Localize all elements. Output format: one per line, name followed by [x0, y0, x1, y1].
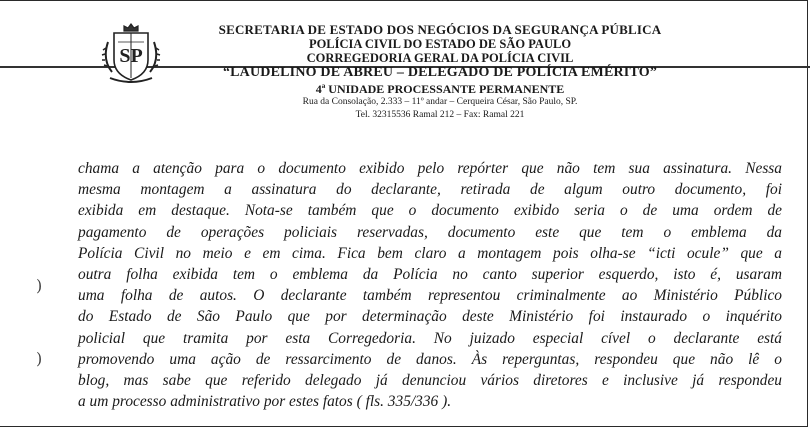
- letterhead-corregedoria: CORREGEDORIA GERAL DA POLÍCIA CIVIL: [306, 51, 574, 65]
- body-line: exibida em destaque. Nota-se também que o documento exibido seria o de uma ordem de: [78, 202, 782, 220]
- body-line: chama a atenção para o documento exibido pelo repórter que não tem sua assinatura. Nessa: [78, 160, 782, 177]
- body-line: promovendo uma ação de ressarcimento de danos. Às reperguntas, respondeu que não lê o: [78, 350, 782, 368]
- sao-paulo-coat-of-arms-icon: [100, 20, 162, 86]
- body-line: uma folha de autos. O declarante também representou criminalmente ao Ministério Público: [78, 287, 782, 305]
- margin-mark: ): [36, 276, 43, 295]
- body-line: outra folha exibida tem o emblema da Polícia no canto superior esquerdo, isto é, usaram: [78, 266, 782, 284]
- document-body: [78, 158, 782, 412]
- letterhead: [160, 22, 720, 122]
- body-line: a um processo administrativo por estes fatos ( fls. 335/336 ).: [78, 393, 452, 411]
- body-line: Polícia Civil no meio e em cima. Fica bem claro a montagem pois olha-se “icti ocule” que a: [78, 244, 782, 262]
- seal-letters: SP: [119, 45, 143, 67]
- body-line: do Estado de São Paulo que por determinação deste Ministério foi instaurado o inquérito: [78, 308, 782, 326]
- body-line: mesma montagem a assinatura do declarante, retirada de algum outro documento, foi: [78, 181, 782, 199]
- letterhead-police: POLÍCIA CIVIL DO ESTADO DE SÃO PAULO: [308, 37, 572, 51]
- letterhead-phone: Tel. 32315536 Ramal 212 – Fax: Ramal 221: [355, 110, 525, 120]
- letterhead-address: Rua da Consolação, 2.333 – 11º andar – Cerqueira César, São Paulo, SP.: [302, 97, 578, 107]
- letterhead-unit: 4ª UNIDADE PROCESSANTE PERMANENTE: [315, 82, 565, 96]
- margin-mark: ): [36, 349, 43, 368]
- letterhead-secretariat: SECRETARIA DE ESTADO DOS NEGÓCIOS DA SEGURANÇA PÚBLICA: [218, 22, 662, 37]
- letterhead-honoree: “LAUDELINO DE ABREU – DELEGADO DE POLÍCIA EMÉRITO”: [222, 65, 658, 80]
- body-line: pagamento de operações policiais reservadas, documento este que tem o emblema da: [78, 223, 782, 241]
- body-line: policial que tramita por esta Corregedoria. No juizado especial cível o declarante está: [78, 329, 782, 347]
- body-line: blog, mas sabe que referido delegado já denunciou vários diretores e inclusive já respondeu: [78, 372, 782, 390]
